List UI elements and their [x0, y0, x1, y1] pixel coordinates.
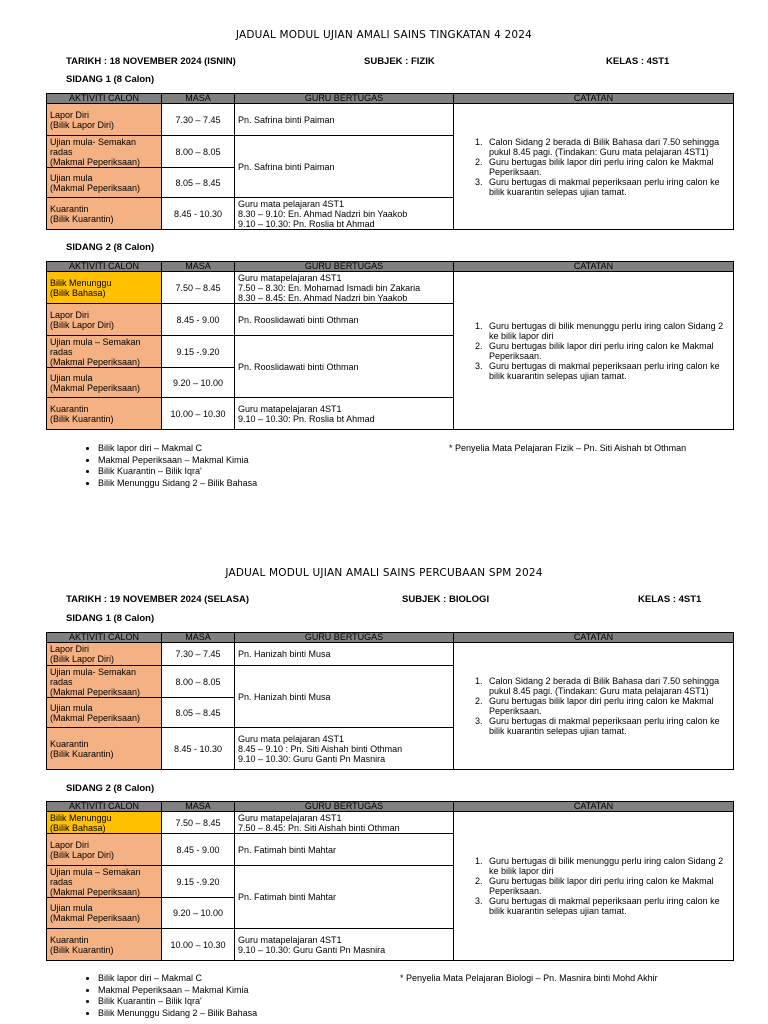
masa-cell: 7.30 – 7.45 [162, 643, 235, 666]
header-aktiviti: AKTIVITI CALON [47, 262, 162, 272]
masa-cell: 8.05 – 8.45 [162, 698, 235, 728]
schedule-table [46, 261, 734, 430]
guru-cell: Guru matapelajaran 4ST1 9.10 – 10.30: Guru Ganti Pn Masnira [235, 929, 454, 961]
aktiviti-cell: Ujian mula- Semakan radas (Makmal Peperiksaan) [47, 666, 162, 698]
aktiviti-cell: Lapor Diri (Bilik Lapor Diri) [47, 834, 162, 866]
catatan-cell [454, 812, 734, 961]
catatan-list [457, 321, 730, 381]
penyelia-note: * Penyelia Mata Pelajaran Fizik – Pn. Siti Aishah bt Othman [449, 443, 687, 453]
header-guru: GURU BERTUGAS [235, 802, 454, 812]
sidang-label: SIDANG 1 (8 Calon) [66, 74, 155, 85]
guru-cell: Pn. Fatimah binti Mahtar [235, 866, 454, 929]
aktiviti-cell: Ujian mula (Makmal Peperiksaan) [47, 698, 162, 728]
masa-cell: 8.00 – 8.05 [162, 136, 235, 168]
notes-list [80, 973, 257, 1019]
table-header-row [47, 633, 734, 643]
header-catatan: CATATAN [454, 262, 734, 272]
header-catatan: CATATAN [454, 633, 734, 643]
masa-cell: 8.00 – 8.05 [162, 666, 235, 698]
header-masa: MASA [162, 802, 235, 812]
list-item: • Bilik Menunggu Sidang 2 – Bilik Bahasa [98, 478, 257, 490]
list-item: • Makmal Peperiksaan – Makmal Kimia [98, 985, 257, 997]
aktiviti-cell: Lapor Diri (Bilik Lapor Diri) [47, 304, 162, 336]
guru-cell: Guru matapelajaran 4ST1 9.10 – 10.30: Pn. Roslia bt Ahmad [235, 398, 454, 430]
masa-cell: 9.20 – 10.00 [162, 898, 235, 929]
masa-cell: 9.15 -.9.20 [162, 866, 235, 898]
list-item: 1. Calon Sidang 2 berada di Bilik Bahasa dari 7.50 sehingga pukul 8.45 pagi. (Tindakan: Guru mata pelajaran 4ST1) [485, 676, 726, 696]
notes-list [80, 443, 257, 489]
catatan-list [457, 137, 730, 197]
penyelia-note: * Penyelia Mata Pelajaran Biologi – Pn. Masnira binti Mohd Akhir [400, 973, 658, 983]
aktiviti-cell: Ujian mula – Semakan radas (Makmal Peperiksaan) [47, 866, 162, 898]
list-item: 3. Guru bertugas di makmal peperiksaan perlu iring calon ke bilik kuarantin selepas ujian tamat. [485, 716, 726, 736]
table-header-row [47, 802, 734, 812]
guru-cell: Guru matapelajaran 4ST1 7.50 – 8.45: Pn. Siti Aishah binti Othman [235, 812, 454, 834]
header-catatan: CATATAN [454, 802, 734, 812]
kelas-label: KELAS : 4ST1 [606, 56, 670, 67]
aktiviti-cell: Bilik Menunggu (Bilik Bahasa) [47, 812, 162, 834]
subjek-label: SUBJEK : BIOLOGI [402, 594, 490, 605]
schedule-title: JADUAL MODUL UJIAN AMALI SAINS PERCUBAAN SPM 2024 [225, 567, 543, 579]
guru-cell: Pn. Hanizah binti Musa [235, 643, 454, 666]
list-item: • Makmal Peperiksaan – Makmal Kimia [98, 455, 257, 467]
aktiviti-cell: Kuarantin (Bilik Kuarantin) [47, 929, 162, 961]
header-guru: GURU BERTUGAS [235, 262, 454, 272]
guru-cell: Pn. Hanizah binti Musa [235, 666, 454, 728]
list-item: 1. Guru bertugas di bilik menunggu perlu iring calon Sidang 2 ke bilik lapor diri [485, 856, 726, 876]
masa-cell: 9.15 -.9.20 [162, 336, 235, 368]
list-item: 2. Guru bertugas bilik lapor diri perlu iring calon ke Makmal Peperiksaan. [485, 157, 726, 177]
masa-cell: 8.45 - 10.30 [162, 728, 235, 770]
masa-cell: 7.30 – 7.45 [162, 104, 235, 136]
list-item: • Bilik lapor diri – Makmal C [98, 443, 257, 455]
header-aktiviti: AKTIVITI CALON [47, 633, 162, 643]
guru-cell: Pn. Rooslidawati binti Othman [235, 336, 454, 398]
list-item: 1. Calon Sidang 2 berada di Bilik Bahasa dari 7.50 sehingga pukul 8.45 pagi. (Tindakan: Guru mata pelajaran 4ST1) [485, 137, 726, 157]
aktiviti-cell: Ujian mula – Semakan radas (Makmal Peperiksaan) [47, 336, 162, 368]
schedule-table [46, 801, 734, 961]
catatan-list [457, 676, 730, 736]
header-masa: MASA [162, 633, 235, 643]
header-masa: MASA [162, 262, 235, 272]
guru-cell: Guru matapelajaran 4ST1 7.50 – 8.30: En. Mohamad Ismadi bin Zakaria 8.30 – 8.45: En. Ahmad Nadzri bin Yaakob [235, 272, 454, 304]
aktiviti-cell: Kuarantin (Bilik Kuarantin) [47, 728, 162, 770]
table-header-row [47, 262, 734, 272]
aktiviti-cell: Lapor Diri (Bilik Lapor Diri) [47, 104, 162, 136]
table-row [47, 812, 734, 834]
list-item: 3. Guru bertugas di makmal peperiksaan perlu iring calon ke bilik kuarantin selepas ujian tamat. [485, 177, 726, 197]
header-aktiviti: AKTIVITI CALON [47, 802, 162, 812]
masa-cell: 8.05 – 8.45 [162, 168, 235, 198]
aktiviti-cell: Bilik Menunggu (Bilik Bahasa) [47, 272, 162, 304]
catatan-cell [454, 643, 734, 770]
header-guru: GURU BERTUGAS [235, 633, 454, 643]
catatan-cell [454, 104, 734, 230]
aktiviti-cell: Ujian mula- Semakan radas (Makmal Peperiksaan) [47, 136, 162, 168]
header-catatan: CATATAN [454, 94, 734, 104]
sidang-label: SIDANG 1 (8 Calon) [66, 613, 155, 624]
table-header-row [47, 94, 734, 104]
masa-cell: 8.45 - 10.30 [162, 198, 235, 230]
table-row [47, 272, 734, 304]
table-row [47, 643, 734, 666]
list-item: • Bilik lapor diri – Makmal C [98, 973, 257, 985]
guru-cell: Pn. Rooslidawati binti Othman [235, 304, 454, 336]
aktiviti-cell: Lapor Diri (Bilik Lapor Diri) [47, 643, 162, 666]
sidang-label: SIDANG 2 (8 Calon) [66, 783, 155, 794]
aktiviti-cell: Kuarantin (Bilik Kuarantin) [47, 398, 162, 430]
aktiviti-cell: Ujian mula (Makmal Peperiksaan) [47, 898, 162, 929]
list-item: 3. Guru bertugas di makmal peperiksaan perlu iring calon ke bilik kuarantin selepas ujian tamat. [485, 361, 726, 381]
list-item: • Bilik Kuarantin – Bilik Iqra' [98, 466, 257, 478]
list-item: 2. Guru bertugas bilik lapor diri perlu iring calon ke Makmal Peperiksaan. [485, 341, 726, 361]
list-item: • Bilik Kuarantin – Bilik Iqra' [98, 996, 257, 1008]
list-item: 1. Guru bertugas di bilik menunggu perlu iring calon Sidang 2 ke bilik lapor diri [485, 321, 726, 341]
masa-cell: 8.45 - 9.00 [162, 304, 235, 336]
masa-cell: 10.00 – 10.30 [162, 398, 235, 430]
header-masa: MASA [162, 94, 235, 104]
catatan-cell [454, 272, 734, 430]
aktiviti-cell: Ujian mula (Makmal Peperiksaan) [47, 368, 162, 398]
tarikh-label: TARIKH : 18 NOVEMBER 2024 (ISNIN) [66, 56, 236, 67]
guru-cell: Pn. Safrina binti Paiman [235, 104, 454, 136]
subjek-label: SUBJEK : FIZIK [364, 56, 435, 67]
guru-cell: Pn. Fatimah binti Mahtar [235, 834, 454, 866]
guru-cell: Guru mata pelajaran 4ST1 8.45 – 9.10 : Pn. Siti Aishah binti Othman 9.10 – 10.30: Guru Ganti Pn Masnira [235, 728, 454, 770]
schedule-title: JADUAL MODUL UJIAN AMALI SAINS TINGKATAN 4 2024 [235, 29, 533, 41]
aktiviti-cell: Ujian mula (Makmal Peperiksaan) [47, 168, 162, 198]
guru-cell: Pn. Safrina binti Paiman [235, 136, 454, 198]
header-guru: GURU BERTUGAS [235, 94, 454, 104]
masa-cell: 10.00 – 10.30 [162, 929, 235, 961]
guru-cell: Guru mata pelajaran 4ST1 8.30 – 9.10: En. Ahmad Nadzri bin Yaakob 9.10 – 10.30: Pn. Roslia bt Ahmad [235, 198, 454, 230]
catatan-list [457, 856, 730, 916]
list-item: • Bilik Menunggu Sidang 2 – Bilik Bahasa [98, 1008, 257, 1020]
masa-cell: 7.50 – 8.45 [162, 812, 235, 834]
list-item: 3. Guru bertugas di makmal peperiksaan perlu iring calon ke bilik kuarantin selepas ujian tamat. [485, 896, 726, 916]
aktiviti-cell: Kuarantin (Bilik Kuarantin) [47, 198, 162, 230]
tarikh-label: TARIKH : 19 NOVEMBER 2024 (SELASA) [66, 594, 249, 605]
kelas-label: KELAS : 4ST1 [638, 594, 702, 605]
table-row [47, 104, 734, 136]
header-aktiviti: AKTIVITI CALON [47, 94, 162, 104]
sidang-label: SIDANG 2 (8 Calon) [66, 242, 155, 253]
list-item: 2. Guru bertugas bilik lapor diri perlu iring calon ke Makmal Peperiksaan. [485, 696, 726, 716]
masa-cell: 7.50 – 8.45 [162, 272, 235, 304]
schedule-table [46, 93, 734, 230]
masa-cell: 9.20 – 10.00 [162, 368, 235, 398]
schedule-table [46, 632, 734, 770]
list-item: 2. Guru bertugas bilik lapor diri perlu iring calon ke Makmal Peperiksaan. [485, 876, 726, 896]
masa-cell: 8.45 - 9.00 [162, 834, 235, 866]
